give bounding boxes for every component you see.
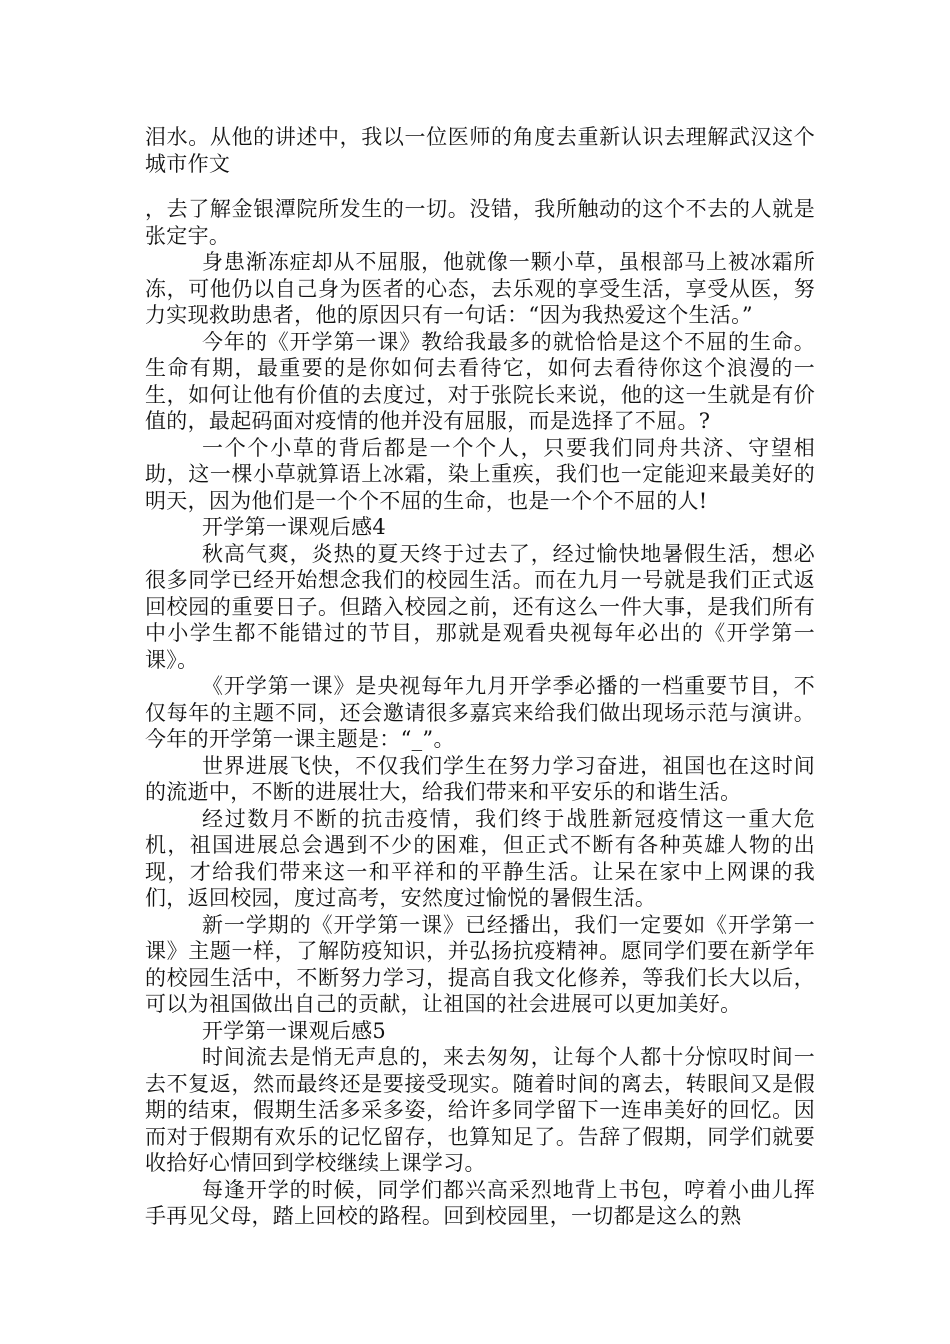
paragraph: 身患渐冻症却从不屈服，他就像一颗小草，虽根部马上被冰霜所冻，可他仍以自己身为医者的心态，去乐观的享受生活，享受从医，努力实现救助患者，他的原因只有一句话：“因为我热爱这个生活。” <box>145 250 815 327</box>
body-text <box>145 196 815 1230</box>
paragraph: 每逢开学的时候，同学们都兴高采烈地背上书包，哼着小曲儿挥手再见父母，踏上回校的路程。回到校园里，一切都是这么的熟 <box>145 1177 815 1228</box>
top-fragment-block <box>145 124 815 177</box>
paragraph: 时间流去是悄无声息的，来去匆匆，让每个人都十分惊叹时间一去不复返，然而最终还是要接受现实。随着时间的离去，转眼间又是假期的结束，假期生活多采多姿，给许多同学留下一连串美好的回忆。因而对于假期有欢乐的记忆留存，也算知足了。告辞了假期，同学们就要收拾好心情回到学校继续上课学习。 <box>145 1045 815 1175</box>
paragraph: 今年的《开学第一课》教给我最多的就恰恰是这个不屈的生命。生命有期，最重要的是你如何去看待它，如何去看待你这个浪漫的一生，如何让他有价值的去度过，对于张院长来说，他的这一生就是有价值的，最起码面对疫情的他并没有屈服，而是选择了不屈。? <box>145 329 815 433</box>
paragraph: 一个个小草的背后都是一个个人，只要我们同舟共济、守望相助，这一棵小草就算语上冰霜，染上重疾，我们也一定能迎来最美好的明天，因为他们是一个个不屈的生命，也是一个个不屈的人! <box>145 435 815 513</box>
paragraph: 新一学期的《开学第一课》已经播出，我们一定要如《开学第一课》主题一样，了解防疫知识，并弘扬抗疫精神。愿同学们要在新学年的校园生活中，不断努力学习，提高自我文化修养，等我们长大以后，可以为祖国做出自己的贡献，让祖国的社会进展可以更加美好。 <box>145 912 815 1016</box>
paragraph: 世界进展飞快，不仅我们学生在努力学习奋进，祖国也在这时间的流逝中，不断的进展壮大，给我们带来和平安乐的和谐生活。 <box>145 753 815 804</box>
paragraph-top-fragment: 泪水。从他的讲述中，我以一位医师的角度去重新认识去理解武汉这个城市作文 <box>145 125 815 176</box>
section-heading: 开学第一课观后感4 <box>202 515 387 539</box>
paragraph: 秋高气爽，炎热的夏天终于过去了，经过愉快地暑假生活，想必很多同学已经开始想念我们的校园生活。而在九月一号就是我们正式返回校园的重要日子。但踏入校园之前，还有这么一件大事，是我们所有中小学生都不能错过的节目，那就是观看央视每年必出的《开学第一课》。 <box>145 541 815 672</box>
paragraph: ，去了解金银潭院所发生的一切。没错，我所触动的这个不去的人就是张定宇。 <box>145 197 815 248</box>
paragraph: 《开学第一课》是央视每年九月开学季必播的一档重要节目，不仅每年的主题不同，还会邀请很多嘉宾来给我们做出现场示范与演讲。今年的开学第一课主题是：“_”。 <box>145 674 815 751</box>
paragraph: 经过数月不断的抗击疫情，我们终于战胜新冠疫情这一重大危机，祖国进展总会遇到不少的困难，但正式不断有各种英雄人物的出现，才给我们带来这一和平祥和的平静生活。让呆在家中上网课的我们，返回校园，度过高考，安然度过愉悦的暑假生活。 <box>145 806 815 910</box>
section-heading: 开学第一课观后感5 <box>202 1018 387 1043</box>
